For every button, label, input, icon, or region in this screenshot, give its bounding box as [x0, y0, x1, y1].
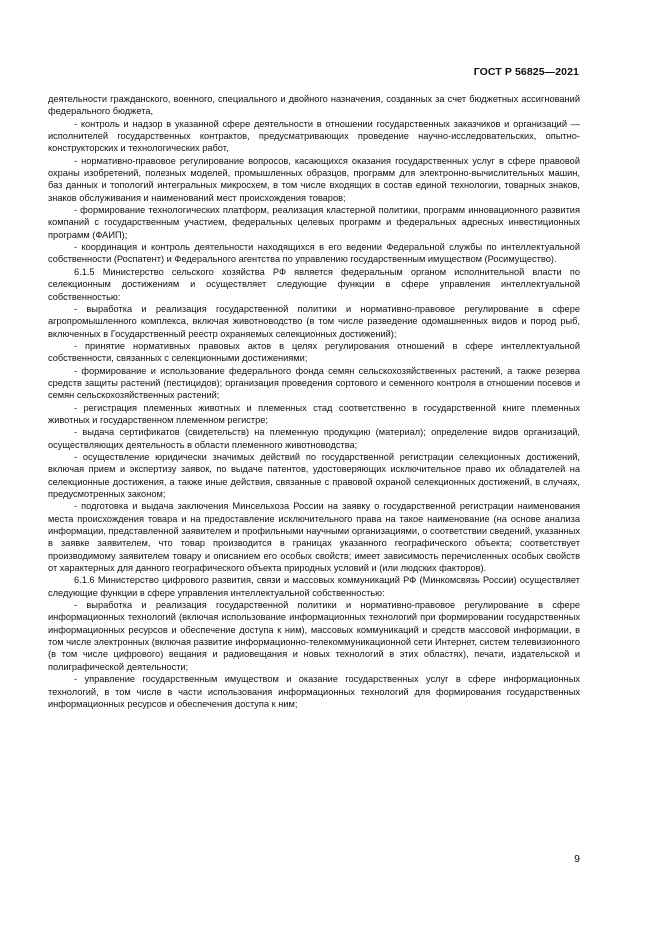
body-paragraph: - координация и контроль деятельности находящихся в его ведении Федеральной службы по интеллектуальной собственности (Роспатент) и Федерального агентства по управлению государственным имуществом (Росимущество). [48, 242, 580, 265]
body-paragraph: - выработка и реализация государственной политики и нормативно-правовое регулирование в сфере информационных технологий (включая использование информационных технологий при формировании государственных информационных ресурсов и обеспечение доступа к ним), массовых коммуникаций и средств массовой информации, в том числе электронных (включая развитие информационно-телекоммуникационной сети Интернет, систем телевизионного (в том числе цифрового) вещания и радиовещания и новых технологий в этих областях), печати, издательской и полиграфической деятельности; [48, 600, 580, 672]
body-paragraph: - нормативно-правовое регулирование вопросов, касающихся оказания государственных услуг в сфере правовой охраны изобретений, полезных моделей, промышленных образцов, программ для электронно-вычислительных машин, баз данных и топологий интегральных микросхем, в том числе входящих в состав единой технологии, товарных знаков, знаков обслуживания и наименований мест происхождения товаров; [48, 155, 580, 203]
body-paragraph: 6.1.5 Министерство сельского хозяйства РФ является федеральным органом исполнительной власти по селекционным достижениям и осуществляет следующие функции в сфере управления интеллектуальной собственностью: [48, 266, 580, 302]
page-number: 9 [574, 853, 580, 865]
body-paragraph: - управление государственным имуществом и оказание государственных услуг в сфере информационных технологий, в том числе в части использования информационных технологий для формирования государственных информационных ресурсов и обеспечения доступа к ним; [48, 674, 580, 709]
body-paragraph: - принятие нормативных правовых актов в целях регулирования отношений в сфере интеллектуальной собственности, связанных с селекционными достижениями; [48, 340, 580, 364]
body-paragraph: 6.1.6 Министерство цифрового развития, связи и массовых коммуникаций РФ (Минкомсвязь России) осуществляет следующие функции в сфере управления интеллектуальной собственностью: [48, 575, 580, 598]
document-header-standard-number: ГОСТ Р 56825—2021 [473, 66, 579, 78]
document-body [48, 93, 580, 710]
body-paragraph: - регистрация племенных животных и племенных стад соответственно в государственной книге племенных животных и государственном племенном регистре; [48, 402, 580, 425]
body-paragraph: - выработка и реализация государственной политики и нормативно-правовое регулирование в сфере агропромышленного комплекса, включая животноводство (в том числе разведение одомашненных видов и пород рыб, включенных в Государственный реестр охраняемых селекционных достижений); [48, 303, 580, 339]
body-paragraph: - контроль и надзор в указанной сфере деятельности в отношении государственных заказчиков и организаций — исполнителей государственных контрактов, предусматривающих проведение научно-исследовательских, опытно-конструкторских и технологических работ, [48, 118, 580, 154]
body-paragraph: - выдача сертификатов (свидетельств) на племенную продукцию (материал); определение видов организаций, осуществляющих деятельность в области племенного животноводства; [48, 427, 580, 450]
body-paragraph: - формирование и использование федерального фонда семян сельскохозяйственных растений, а также резерва средств защиты растений (пестицидов); организация проведения сортового и семенного контроля в отношении посевов и семян сельскохозяйственных растений; [48, 365, 580, 401]
body-paragraph: - формирование технологических платформ, реализация кластерной политики, программ инновационного развития компаний с государственным участием, федеральных целевых программ и федеральных адресных инвестиционных программ (ФАИП); [48, 205, 580, 240]
body-paragraph: деятельности гражданского, военного, специального и двойного назначения, созданных за счет бюджетных ассигнований федерального бюджета, [48, 94, 580, 117]
body-paragraph: - подготовка и выдача заключения Минсельхоза России на заявку о государственной регистрации наименования места происхождения товара и на предоставление исключительного права на такое наименование (на основе анализа информации, представленной заявителем и профильными научными организациями, о соответствии сведений, указанных в заявке заявителем, что товар производится в границах указанного географического объекта; соответствует производимому заявителем товару и описанием его особых свойств; имеет зависимость перечисленных особых свойств от характерных для данного географического объекта природных условий и (или людских факторов). [48, 501, 580, 574]
body-paragraph: - осуществление юридически значимых действий по государственной регистрации селекционных достижений, включая прием и экспертизу заявок, по выдаче патентов, удостоверяющих исключительное право их обладателей на селекционные достижения, а также иные действия, связанные с правовой охраной селекционных достижений, в случаях, предусмотренных законом; [48, 451, 580, 499]
